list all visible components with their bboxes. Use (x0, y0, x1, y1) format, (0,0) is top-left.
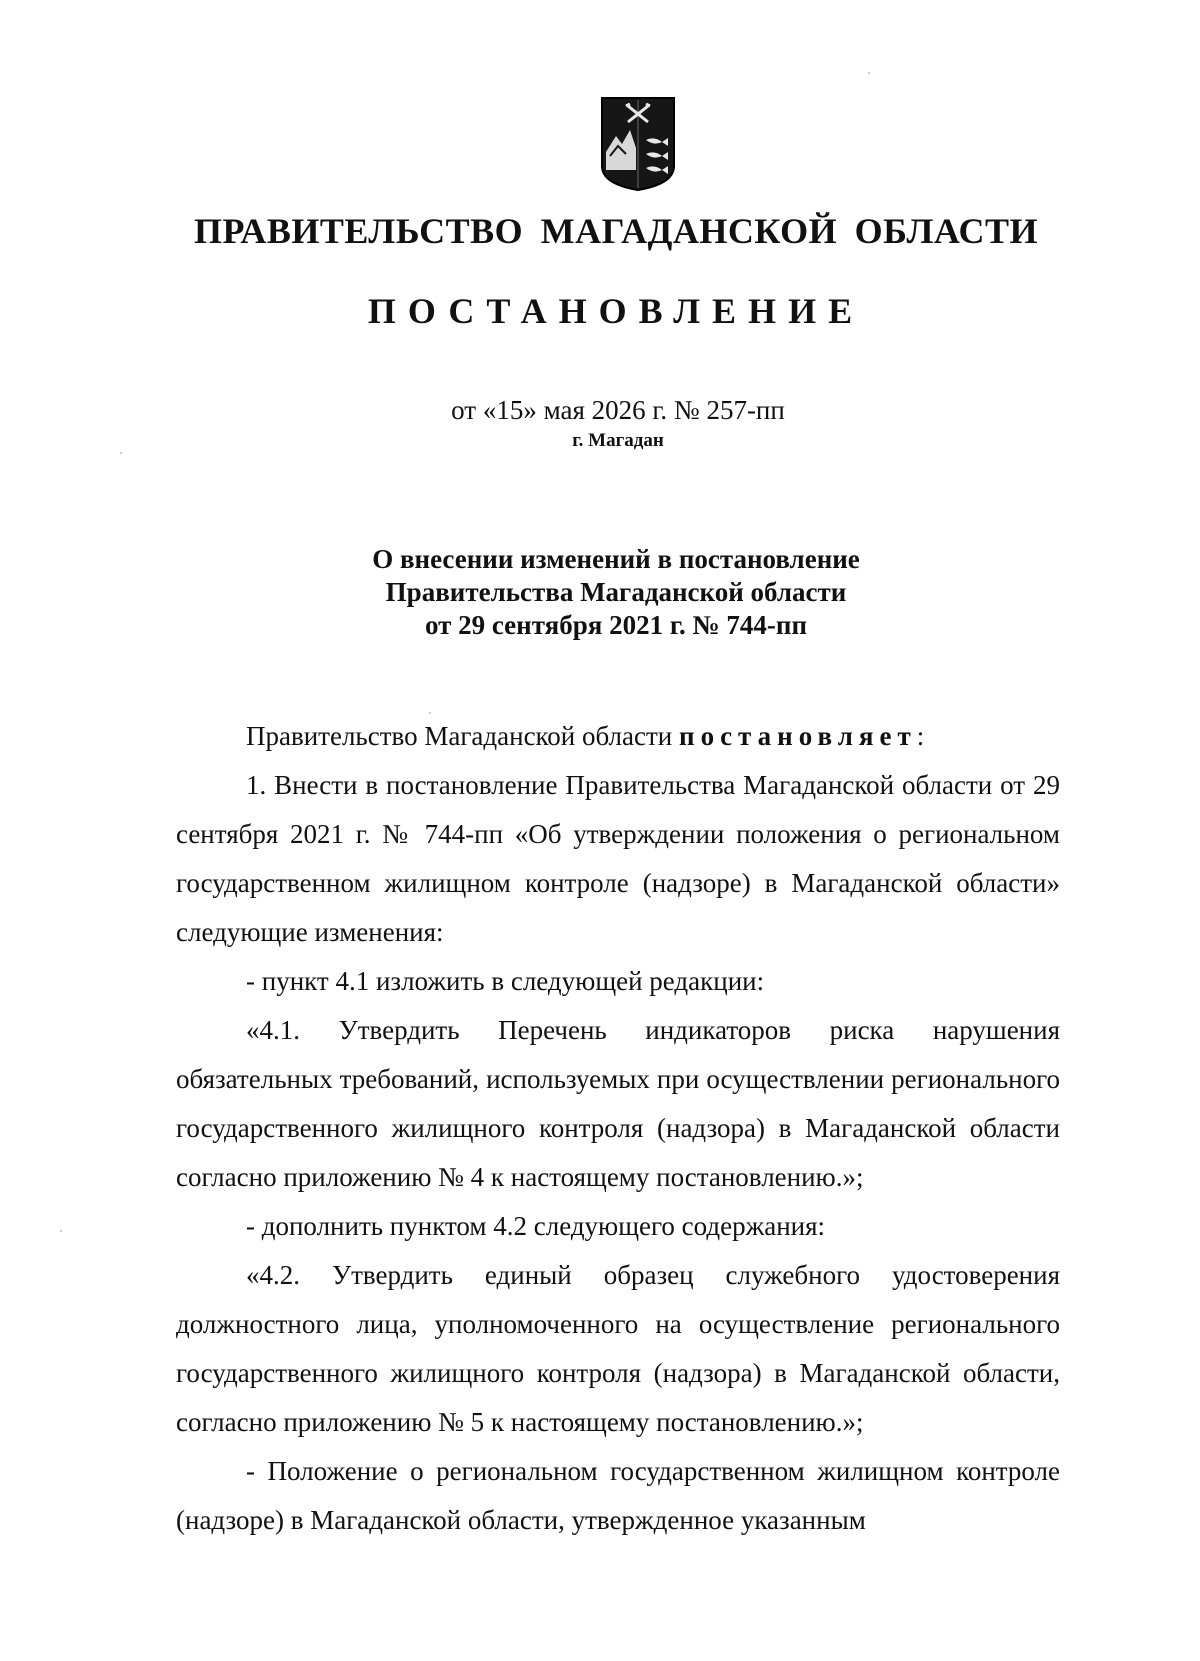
intro-suffix: : (916, 721, 925, 751)
document-type: ПОСТАНОВЛЕНИЕ (367, 291, 865, 331)
city: г. Магадан (572, 430, 664, 451)
body-paragraph: - пункт 4.1 изложить в следующей редакции: (246, 966, 765, 996)
subject-line: О внесении изменений в постановление (372, 544, 860, 574)
scan-speck (120, 452, 122, 454)
subject-line: Правительства Магаданской области (385, 577, 847, 607)
body-paragraph: 1. Внести в постановление Правительства Магаданской области от 29 сентября 2021 г. № 744-пп «Об утверждении положения о региональном государственном жилищном контроле (надзоре) в Магаданской области» следующие изменения: (176, 770, 1060, 947)
coat-of-arms-icon (600, 96, 676, 192)
scan-speck (429, 712, 431, 714)
intro-paragraph (176, 712, 1060, 761)
scan-speck (60, 1230, 62, 1232)
document-subject (0, 543, 1200, 642)
date-and-number: от «15» мая 2026 г. № 257-пп (451, 395, 785, 425)
document-body (176, 712, 1060, 1545)
subject-line: от 29 сентября 2021 г. № 744-пп (424, 610, 808, 640)
government-name: ПРАВИТЕЛЬСТВО МАГАДАНСКОЙ ОБЛАСТИ (193, 211, 1039, 251)
body-paragraph: - Положение о региональном государственном жилищном контроле (надзоре) в Магаданской области, утвержденное указанным (176, 1456, 1060, 1535)
scan-speck (868, 72, 870, 74)
intro-prefix: Правительство Магаданской области (246, 721, 680, 751)
resolves-keyword: постановляет (679, 721, 917, 751)
body-paragraph: - дополнить пунктом 4.2 следующего содержания: (246, 1211, 826, 1241)
body-paragraph: «4.1. Утвердить Перечень индикаторов риска нарушения обязательных требований, используемых при осуществлении регионального государственного жилищного контроля (надзора) в Магаданской области согласно приложению № 4 к настоящему постановлению.»; (176, 1015, 1060, 1192)
body-paragraph: «4.2. Утвердить единый образец служебного удостоверения должностного лица, уполномоченного на осуществление регионального государственного жилищного контроля (надзора) в Магаданской области, согласно приложению № 5 к настоящему постановлению.»; (176, 1260, 1060, 1437)
